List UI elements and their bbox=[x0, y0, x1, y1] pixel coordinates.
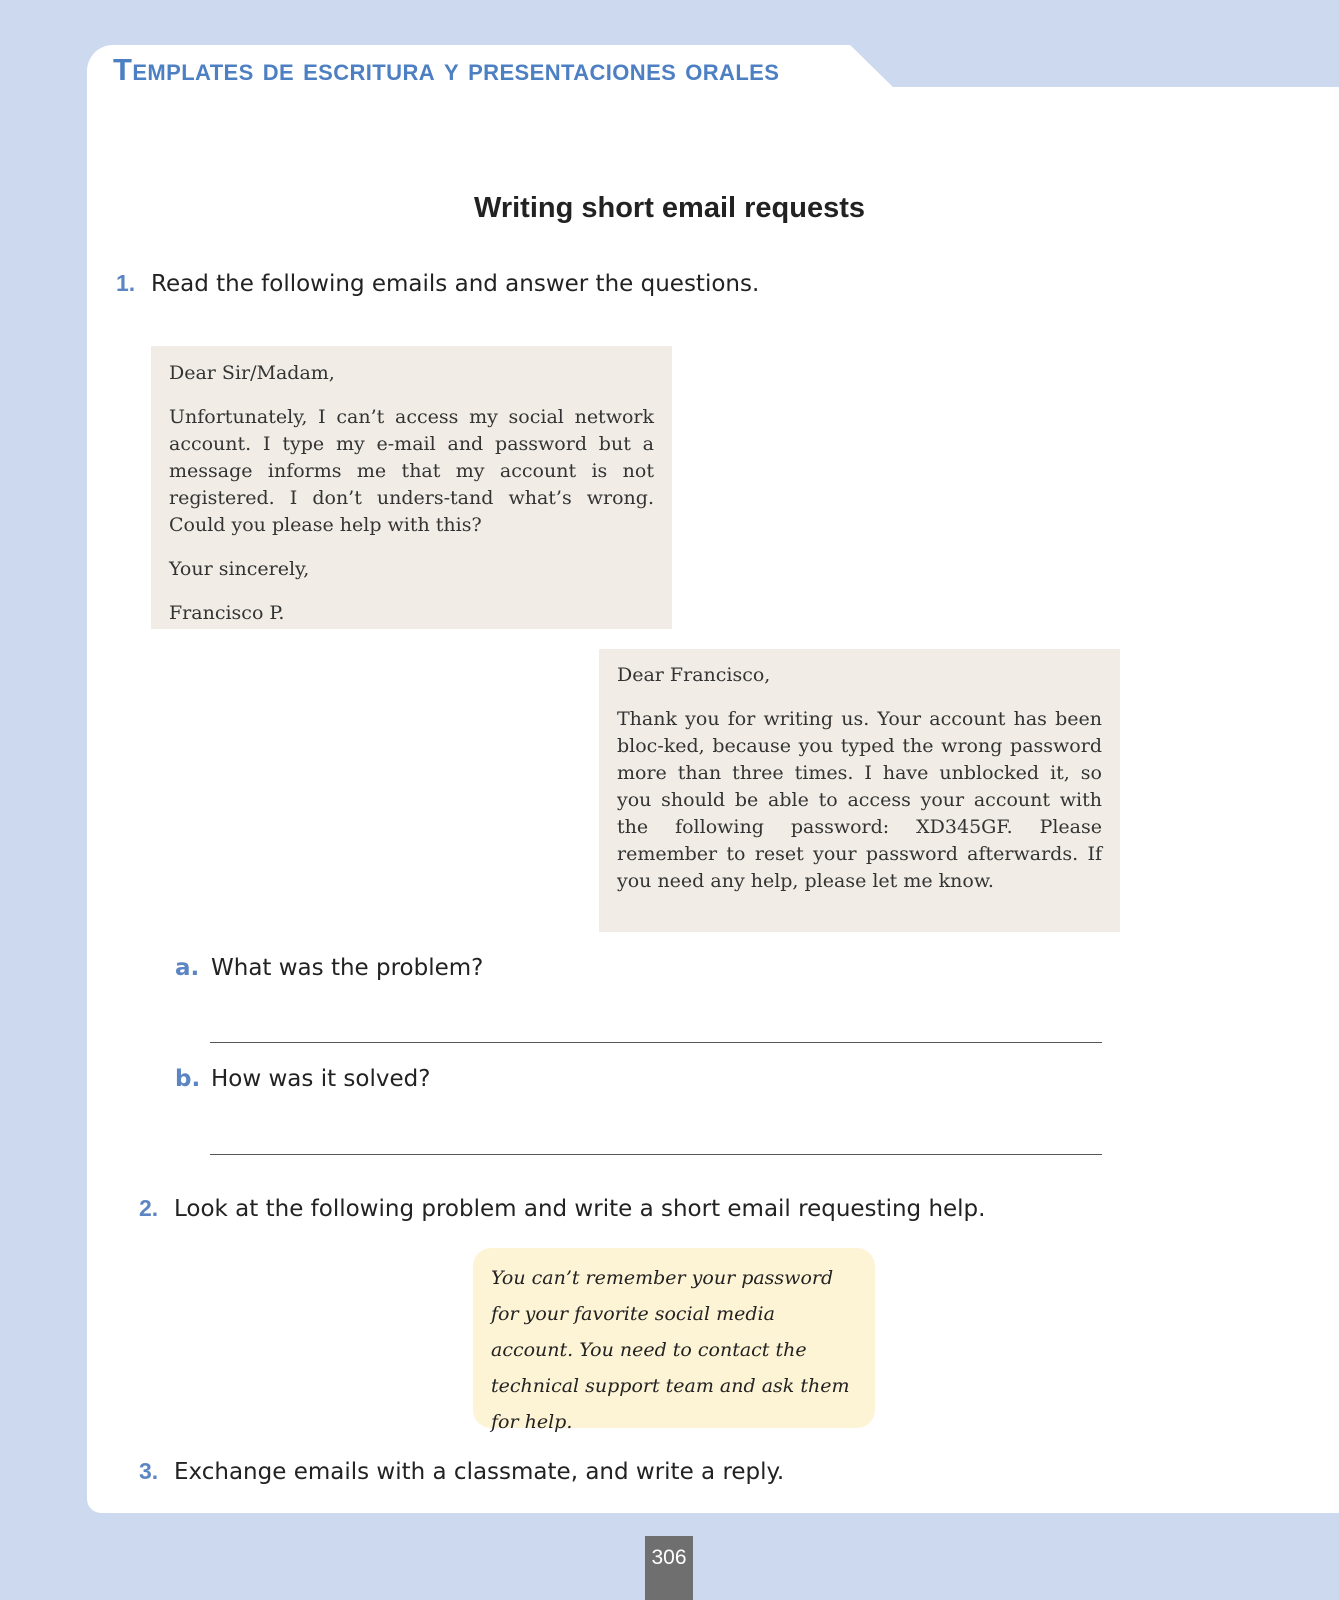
email-body: Unfortunately, I can’t access my social network account. I type my e-mail and password but a message informs me that my account is not registered. I don’t unders-tand what’s wrong. Could you please help with this? bbox=[169, 406, 654, 536]
email-greeting: Dear Francisco, bbox=[617, 664, 771, 686]
question-a bbox=[175, 955, 483, 981]
exercise-1 bbox=[116, 270, 759, 297]
question-text: What was the problem? bbox=[211, 955, 484, 981]
email-signature: Francisco P. bbox=[169, 602, 285, 624]
page-number: 306 bbox=[645, 1536, 693, 1600]
email-greeting: Dear Sir/Madam, bbox=[169, 362, 335, 384]
page-corner-tab bbox=[845, 40, 1339, 87]
exercise-number: 2. bbox=[139, 1195, 159, 1221]
exercise-instruction: Exchange emails with a classmate, and write a reply. bbox=[174, 1459, 785, 1485]
email-closing: Your sincerely, bbox=[169, 558, 310, 580]
question-letter: a. bbox=[175, 955, 200, 981]
question-b bbox=[175, 1066, 430, 1092]
header-title: Templates de escritura y presentaciones orales bbox=[113, 52, 780, 87]
exercise-instruction: Look at the following problem and write a short email requesting help. bbox=[174, 1196, 986, 1222]
exercise-3 bbox=[139, 1458, 784, 1485]
exercise-number: 3. bbox=[139, 1458, 159, 1484]
answer-line-b[interactable] bbox=[210, 1154, 1102, 1155]
question-letter: b. bbox=[175, 1066, 201, 1092]
email-request bbox=[151, 346, 672, 629]
section-title: Writing short email requests bbox=[473, 192, 866, 224]
exercise-instruction: Read the following emails and answer the questions. bbox=[151, 271, 760, 297]
scenario-note: You can’t remember your password for your favorite social media account. You need to contact the technical support team and ask them for help. bbox=[473, 1248, 875, 1428]
email-reply bbox=[599, 649, 1120, 932]
exercise-2 bbox=[139, 1195, 985, 1222]
exercise-number: 1. bbox=[116, 270, 136, 296]
question-text: How was it solved? bbox=[211, 1066, 431, 1092]
answer-line-a[interactable] bbox=[210, 1042, 1102, 1043]
email-body: Thank you for writing us. Your account has been bloc-ked, because you typed the wrong password more than three times. I have unblocked it, so you should be able to access your account with the following password: XD345GF. Please remember to reset your password afterwards. If you need any help, please let me know. bbox=[617, 708, 1102, 892]
